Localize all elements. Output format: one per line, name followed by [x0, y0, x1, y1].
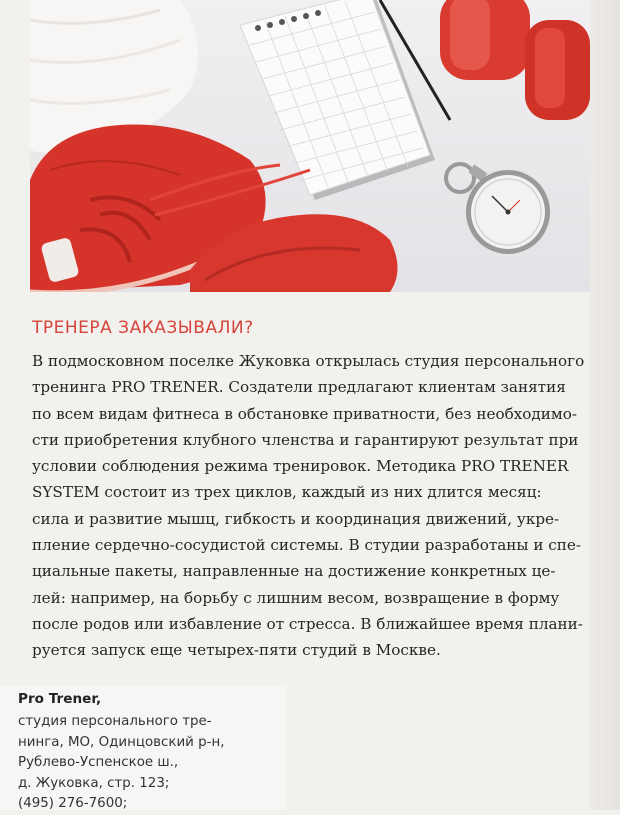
article-line: по всем видам фитнеса в обстановке приватности, без необходимо-	[32, 404, 577, 423]
article-line: циальные пакеты, направленные на достижение конкретных це-	[32, 562, 556, 581]
address-line: нинга, МО, Одинцовский р-н,	[18, 734, 225, 750]
article-line: лей: например, на борьбу с лишним весом, возвращение в форму	[32, 588, 560, 607]
studio-name: Pro Trener,	[18, 691, 102, 707]
article-heading: ТРЕНЕРА ЗАКАЗЫВАЛИ?	[32, 318, 254, 338]
studio-address	[18, 712, 278, 815]
article-line: тренинга PRO TRENER. Создатели предлагают клиентам занятия	[32, 378, 566, 397]
article-line: В подмосковном поселке Жуковка открылась студия персонального	[32, 352, 585, 370]
article-line: после родов или избавление от стресса. В ближайшее время плани-	[32, 614, 583, 633]
address-line: студия персонального тре-	[18, 714, 212, 729]
notepad-icon	[240, 0, 450, 200]
article-line: пление сердечно-сосудистой системы. В студии разработаны и спе-	[32, 536, 582, 555]
article-line: руется запуск еще четырех-пяти студий в Москве.	[32, 641, 441, 660]
fitness-photo	[30, 0, 590, 292]
address-line: Рублево-Успенское ш.,	[18, 755, 179, 770]
dumbbells-icon	[440, 0, 590, 120]
contact-sidebar	[0, 686, 286, 810]
article-line: сила и развитие мышц, гибкость и координация движений, укре-	[32, 509, 560, 528]
page-edge-shade	[590, 0, 620, 810]
article-line: условии соблюдения режима тренировок. Методика PRO TRENER	[32, 457, 569, 476]
stopwatch-icon	[446, 164, 550, 254]
address-line: д. Жуковка, стр. 123;	[18, 775, 170, 791]
photo-illustration	[30, 0, 590, 292]
article-line: сти приобретения клубного членства и гарантируют результат при	[32, 430, 579, 449]
article-body	[32, 348, 592, 664]
article-line: SYSTEM состоит из трех циклов, каждый из них длится месяц:	[32, 483, 542, 502]
address-line: (495) 276-7600;	[18, 796, 128, 811]
